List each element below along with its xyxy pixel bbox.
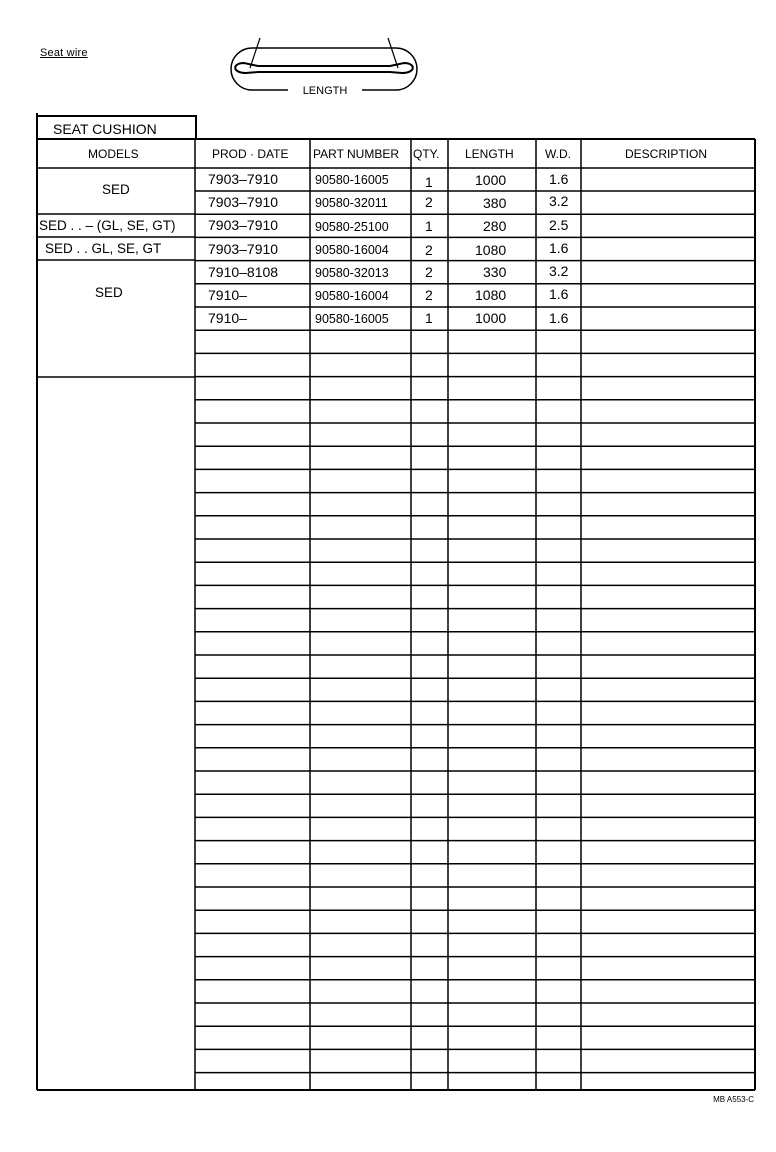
row-wd: 1.6	[549, 310, 569, 326]
row-part-number: 90580-25100	[315, 220, 389, 234]
header-prod-date: PROD · DATE	[212, 147, 289, 161]
row-qty: 1	[425, 174, 433, 190]
header-models: MODELS	[88, 147, 139, 161]
row-qty: 2	[425, 194, 433, 210]
row-part-number: 90580-16005	[315, 312, 389, 326]
seat-wire-label: Seat wire	[40, 47, 88, 59]
row-qty: 2	[425, 242, 433, 258]
row-wd: 1.6	[549, 171, 569, 187]
row-wd: 2.5	[549, 217, 569, 233]
row-part-number: 90580-16004	[315, 243, 389, 257]
header-length: LENGTH	[465, 147, 514, 161]
row-length: 280	[483, 218, 507, 234]
row-part-number: 90580-32011	[315, 196, 388, 210]
row-length: 330	[483, 264, 507, 280]
row-prod-date: 7910–	[208, 310, 247, 326]
row-qty: 1	[425, 310, 433, 326]
row-length: 1080	[475, 242, 507, 258]
row-part-number: 90580-16005	[315, 173, 389, 187]
row-prod-date: 7910–	[208, 287, 247, 303]
row-wd: 3.2	[549, 193, 569, 209]
model-label: SED	[102, 182, 130, 197]
row-prod-date: 7910–8108	[208, 264, 279, 280]
row-wd: 1.6	[549, 240, 569, 256]
model-label: SED . . – (GL, SE, GT)	[39, 218, 176, 233]
row-prod-date: 7903–7910	[208, 194, 279, 210]
header-part-number: PART NUMBER	[313, 147, 400, 161]
row-qty: 1	[425, 218, 433, 234]
row-qty: 2	[425, 264, 433, 280]
header-qty: QTY.	[413, 147, 440, 161]
row-wd: 3.2	[549, 263, 569, 279]
header-wd: W.D.	[545, 147, 571, 161]
section-title: SEAT CUSHION	[53, 121, 157, 137]
header-description: DESCRIPTION	[625, 147, 708, 161]
row-part-number: 90580-32013	[315, 266, 389, 280]
row-length: 1000	[475, 172, 507, 188]
row-length: 380	[483, 195, 507, 211]
row-part-number: 90580-16004	[315, 289, 389, 303]
length-label: LENGTH	[302, 85, 348, 97]
row-length: 1080	[475, 287, 507, 303]
model-label: SED	[95, 285, 123, 300]
figure-code: MB A553-C	[713, 1095, 754, 1104]
row-prod-date: 7903–7910	[208, 217, 279, 233]
model-label: SED . . GL, SE, GT	[45, 241, 162, 256]
row-prod-date: 7903–7910	[208, 171, 279, 187]
row-prod-date: 7903–7910	[208, 241, 279, 257]
row-qty: 2	[425, 287, 433, 303]
row-length: 1000	[475, 310, 507, 326]
row-wd: 1.6	[549, 286, 569, 302]
